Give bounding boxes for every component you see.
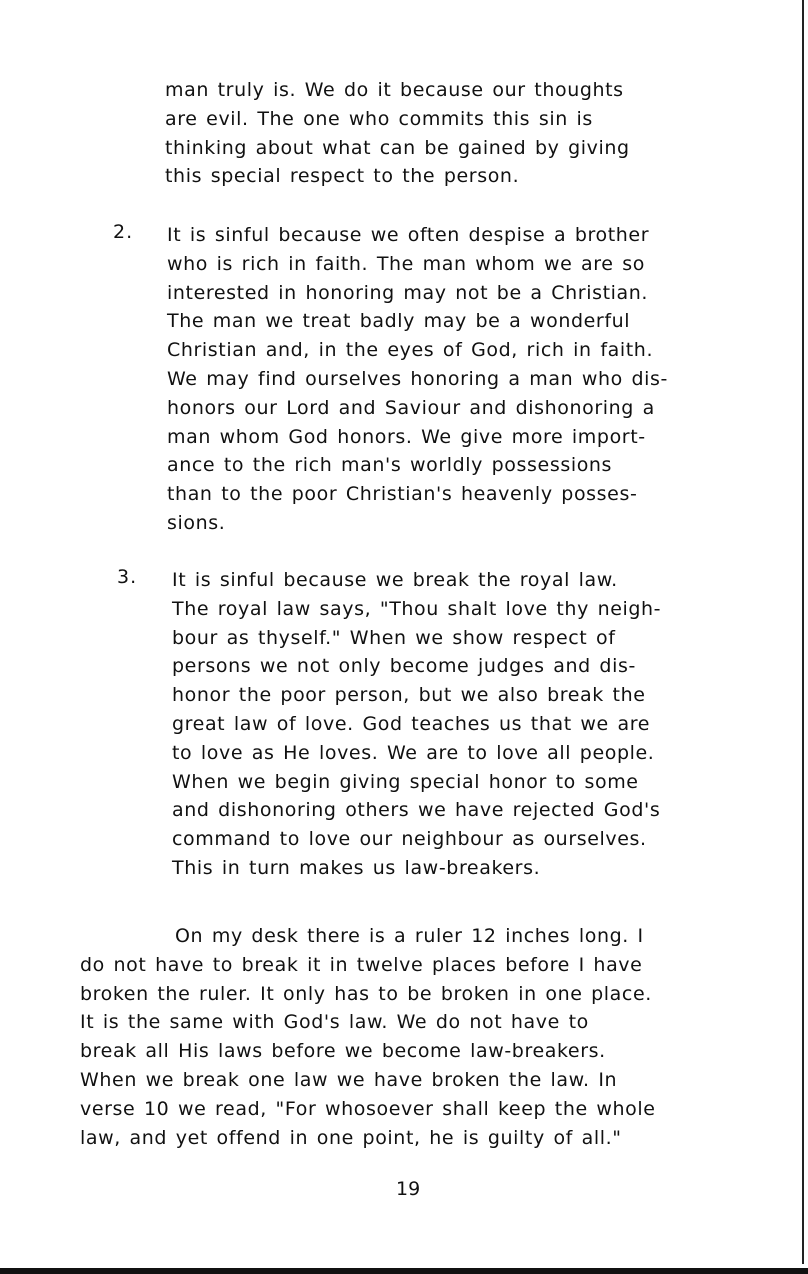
text-line: The royal law says, "Thou shalt love thy neigh- [172,597,662,620]
text-line: sions. [167,511,226,534]
list-item-2 [167,221,668,538]
text-line: We may find ourselves honoring a man who dis- [167,367,668,390]
text-line: This in turn makes us law-breakers. [172,856,541,879]
text-line: thinking about what can be gained by giving [165,136,630,159]
list-number: 2. [113,221,134,243]
text-line: honor the poor person, but we also break the [172,684,646,707]
text-line: break all His laws before we become law-breakers. [80,1040,606,1063]
text-line: and dishonoring others we have rejected God's [172,799,661,822]
text-line: to love as He loves. We are to love all people. [172,741,655,764]
text-line: ance to the rich man's worldly possessions [167,454,613,477]
text-line: law, and yet offend in one point, he is guilty of all." [80,1126,622,1149]
text-line: Christian and, in the eyes of God, rich in faith. [167,339,654,362]
text-line: It is sinful because we break the royal law. [172,569,618,591]
text-line: It is the same with God's law. We do not have to [80,1011,589,1034]
page-edge-line [802,0,804,1264]
page-number: 19 [396,1178,421,1200]
closing-paragraph [80,922,656,1152]
text-line: broken the ruler. It only has to be broken in one place. [80,982,652,1005]
text-line: who is rich in faith. The man whom we are so [167,252,645,275]
text-line: do not have to break it in twelve places before I have [80,953,643,976]
text-line: When we break one law we have broken the law. In [80,1068,618,1091]
paragraph-continuation [165,76,630,191]
text-line: persons we not only become judges and dis- [172,655,636,678]
text-line: than to the poor Christian's heavenly posses- [167,483,638,506]
page-bottom-edge [0,1268,808,1274]
list-number: 3. [117,566,138,588]
text-line: On my desk there is a ruler 12 inches long. I [175,925,644,947]
text-line: verse 10 we read, "For whosoever shall keep the whole [80,1097,656,1120]
text-line: great law of love. God teaches us that we are [172,712,650,735]
text-line: this special respect to the person. [165,165,520,188]
list-item-3 [172,566,661,883]
text-line: The man we treat badly may be a wonderful [167,310,631,333]
text-line: bour as thyself." When we show respect of [172,626,616,649]
text-line: command to love our neighbour as ourselves. [172,828,647,851]
text-line: interested in honoring may not be a Christian. [167,281,649,304]
text-line: honors our Lord and Saviour and dishonoring a [167,396,655,419]
text-line: man whom God honors. We give more import- [167,425,646,448]
text-line: man truly is. We do it because our thoughts [165,79,624,101]
text-line: It is sinful because we often despise a brother [167,224,650,246]
text-line: When we begin giving special honor to some [172,770,639,793]
text-line: are evil. The one who commits this sin is [165,107,593,130]
